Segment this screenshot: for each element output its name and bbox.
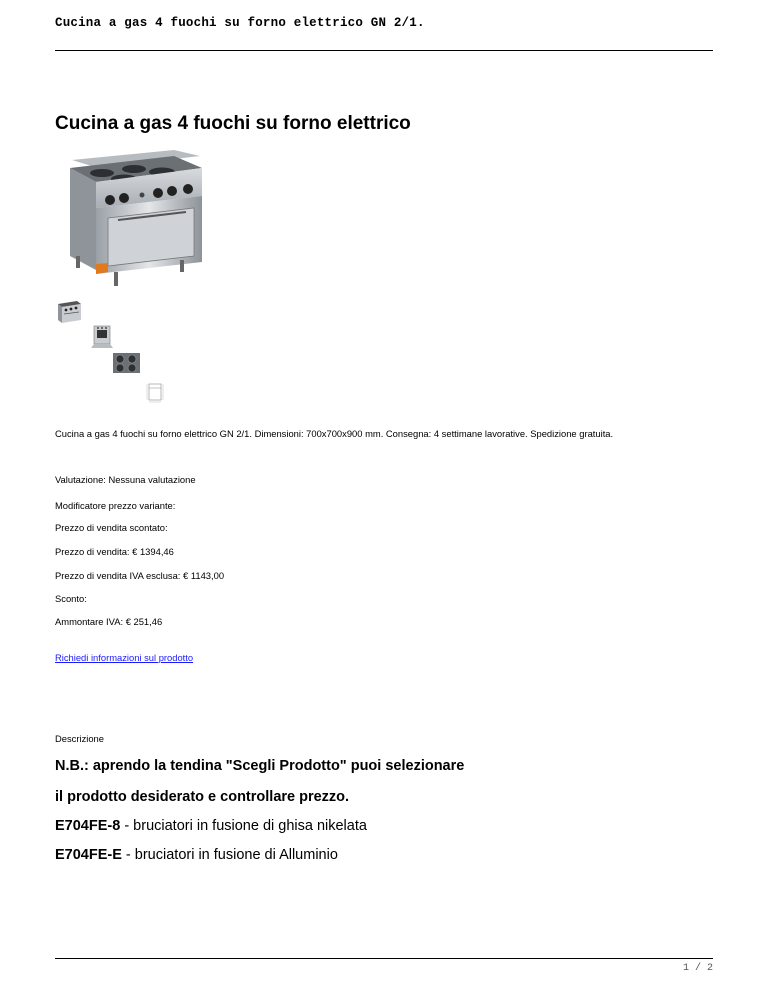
field-label: Ammontare IVA:	[55, 616, 124, 627]
field-label: Modificatore prezzo variante:	[55, 500, 176, 511]
request-info-link[interactable]: Richiedi informazioni sul prodotto	[55, 652, 194, 663]
stove-illustration	[62, 146, 208, 292]
field-value: € 251,46	[125, 616, 163, 627]
field-label: Prezzo di vendita scontato:	[55, 522, 168, 533]
burners-thumbnail-icon	[112, 350, 140, 378]
stove-thumbnail-icon	[55, 298, 83, 326]
field-value: Nessuna valutazione	[108, 474, 196, 485]
variant-description: - bruciatori in fusione di Alluminio	[121, 847, 338, 863]
variant-code: E704FE-E	[55, 847, 122, 863]
product-thumbnail-oven-open[interactable]	[88, 322, 116, 350]
field-price-excl-vat	[55, 570, 224, 581]
document-header-title: Cucina a gas 4 fuochi su forno elettrico GN 2/1.	[55, 16, 425, 30]
field-discounted-price	[55, 522, 168, 533]
field-label: Sconto:	[55, 593, 87, 604]
nb-note-line-1: N.B.: aprendo la tendina "Scegli Prodotto" puoi selezionare	[55, 758, 465, 774]
field-label: Valutazione:	[55, 474, 106, 485]
oven-open-thumbnail-icon	[88, 322, 116, 350]
product-title: Cucina a gas 4 fuochi su forno elettrico	[55, 113, 411, 134]
field-discount	[55, 593, 87, 604]
header-divider	[55, 50, 713, 51]
field-variant-price-modifier	[55, 500, 175, 511]
variant-description: - bruciatori in fusione di ghisa nikelata	[120, 818, 367, 834]
product-main-image[interactable]	[62, 146, 208, 292]
page-number: 1 / 2	[682, 963, 713, 974]
technical-drawing-thumbnail-icon	[142, 378, 170, 406]
field-rating	[55, 474, 196, 485]
product-thumbnail-front[interactable]	[55, 298, 83, 326]
variant-line	[55, 847, 338, 863]
field-label: Prezzo di vendita IVA esclusa:	[55, 570, 181, 581]
field-vat-amount	[55, 616, 162, 627]
field-sale-price	[55, 546, 174, 557]
footer-divider	[55, 958, 713, 959]
variant-line	[55, 818, 367, 834]
product-thumbnail-drawing[interactable]	[142, 378, 170, 406]
variant-code: E704FE-8	[55, 818, 121, 834]
field-label: Prezzo di vendita:	[55, 546, 130, 557]
field-value: € 1143,00	[183, 570, 225, 581]
description-label: Descrizione	[55, 733, 104, 744]
product-intro-text: Cucina a gas 4 fuochi su forno elettrico GN 2/1. Dimensioni: 700x700x900 mm. Consegna: 4 settimane lavorative. Spedizione gratuita.	[55, 428, 614, 439]
product-thumbnail-burners[interactable]	[112, 350, 140, 378]
field-value: € 1394,46	[132, 546, 174, 557]
nb-note-line-2: il prodotto desiderato e controllare prezzo.	[55, 789, 350, 805]
